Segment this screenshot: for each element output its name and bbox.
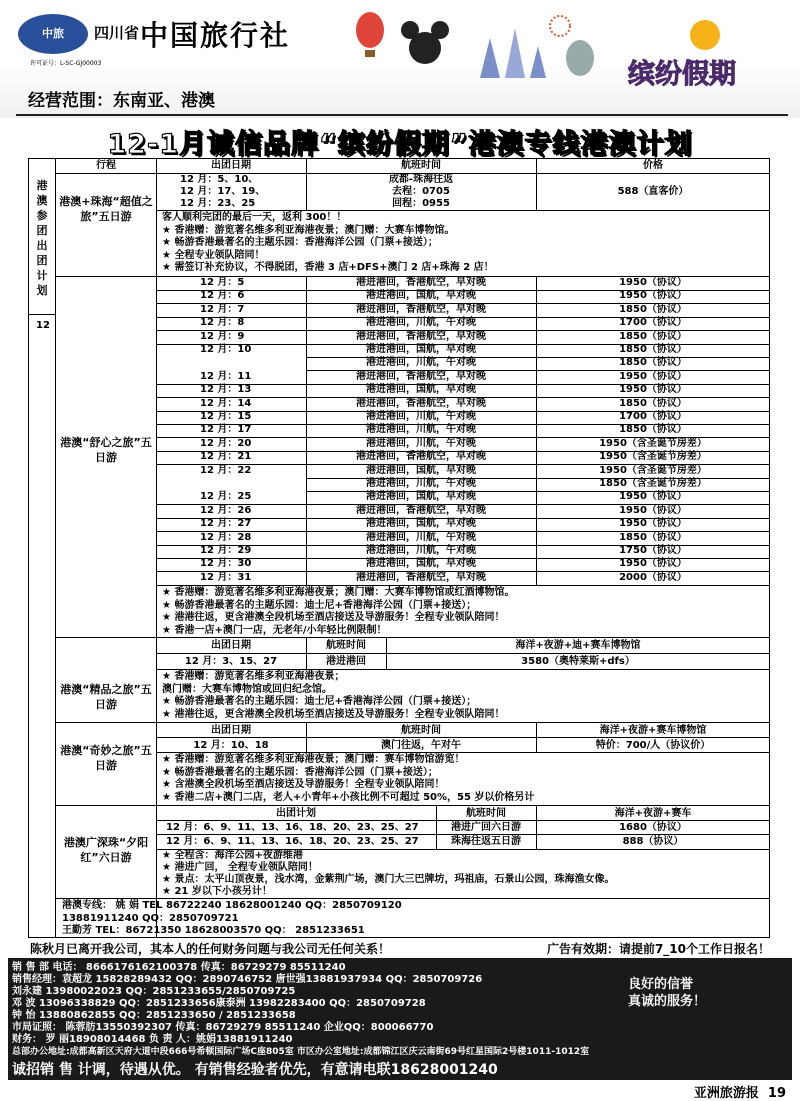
- route5-date: 12 月：6、9、11、13、16、18、20、23、25、27: [166, 836, 419, 847]
- side-divider: [28, 314, 56, 315]
- side-label: 港澳参团出团计划: [36, 179, 48, 297]
- note-line: ★ 香港二店+澳门二店，老人+小青年+小孩比例不可超过 50%，55 岁以价格另计: [162, 791, 535, 803]
- col-divider: [536, 158, 537, 211]
- note-line: ★ 21 岁以下小孩另计！: [162, 886, 272, 897]
- contact-line: 13881911240 QQ：2850709721: [62, 913, 239, 924]
- note-line: ★ 畅游香港最著名的主题乐园：香港海洋公园（门票+接送）；: [162, 766, 438, 778]
- route2-date: 12 月：10: [200, 344, 252, 355]
- note-line: ★ 全程含：海洋公园+夜游维港: [162, 850, 303, 861]
- route2-date: 12 月：20: [200, 437, 252, 449]
- route2-flight: 港进港回，国航，早对晚: [366, 518, 476, 530]
- note-line: ★ 需签订补充协议，不得脱团，香港 3 店+DFS+澳门 2 店+珠海 2 店！: [162, 262, 494, 273]
- route2-price: 1950（协议）: [619, 290, 687, 302]
- route5-name: 港澳广深珠“夕阳红”六日游: [63, 836, 149, 864]
- route5-date: 12 月：6、9、11、13、16、18、20、23、25、27: [166, 822, 419, 833]
- col-divider: [536, 722, 537, 752]
- route2-flight: 港进港回，香港航空，早对晚: [356, 571, 486, 583]
- route1-date: 12 月：23、25: [180, 198, 256, 209]
- route2-date: 12 月：26: [200, 504, 252, 516]
- route2-price: 1850（协议）: [619, 424, 687, 436]
- side-column: [28, 158, 56, 938]
- route2-flight: 港进港回，川航，午对晚: [366, 531, 476, 543]
- note-line: ★ 畅游香港最著名的主题乐园：香港海洋公园（门票+接送）；: [162, 237, 438, 248]
- route1-date: 12 月：5、10、: [180, 174, 259, 185]
- address-line: 总部办公地址:成都高新区天府大道中段666号希顿国际广场C座805室 市区办公室地址:成都锦江区庆云南街69号红星国际2号楼1011-1012室: [12, 1047, 590, 1057]
- route2-flight: 港进港回，香港航空，早对晚: [356, 451, 486, 463]
- route2-date: 12 月：30: [200, 558, 252, 570]
- license-number: 许可证号：L-SC-GJ00003: [30, 60, 102, 67]
- section-rule: [56, 722, 770, 723]
- route3-date: 12 月：3、15、27: [184, 656, 278, 667]
- header-banner: [0, 0, 800, 118]
- page-number: 19: [767, 1086, 786, 1101]
- header-route: 行程: [96, 160, 116, 171]
- row-rule: [156, 210, 770, 211]
- header-flight: 航班时间: [401, 160, 441, 171]
- route2-date: 12 月：13: [200, 384, 252, 396]
- note-line: ★ 含港澳全段机场至酒店接送及导游服务！全程专业领队陪同！: [162, 779, 445, 790]
- route4-name: 港澳“奇妙之旅”五日游: [60, 744, 152, 772]
- note-line: ★ 香港一店+澳门一店，无老年/小年轻比例限制！: [162, 624, 387, 636]
- col-divider: [436, 805, 437, 849]
- section-rule: [56, 898, 770, 899]
- route2-flight: 港进港回，香港航空，早对晚: [356, 277, 486, 288]
- col-divider: [306, 722, 307, 752]
- header-rule: [16, 114, 788, 116]
- note-line: ★ 香港赠：游览著名维多利亚海港夜景；澳门赠：大赛车博物馆。: [162, 224, 455, 236]
- route1-flight: 回程：0955: [392, 198, 450, 209]
- section-rule: [56, 637, 770, 638]
- route2-date: 12 月：14: [200, 397, 252, 409]
- route2-flight: 港进港回，香港航空，早对晚: [356, 504, 486, 516]
- route2-flight: 港进港回，川航，午对晚: [366, 317, 476, 329]
- note-line: 客人顺利完团的最后一天，返利 300！！: [162, 212, 347, 223]
- col-divider: [306, 158, 307, 211]
- route2-price: 1950（协议）: [619, 504, 687, 516]
- note-line: ★ 景点：太平山顶夜景，浅水湾，金紫荆广场，澳门大三巴牌坊，玛祖庙，石景山公园，珠海渔女像。: [162, 874, 615, 885]
- col-divider: [306, 637, 307, 669]
- route4-head-price: 海洋+夜游+赛车博物馆: [599, 725, 707, 736]
- route2-price: 1700（协议）: [619, 317, 687, 329]
- route2-name: 港澳“舒心之旅”五日游: [60, 436, 152, 464]
- note-line: ★ 香港赠：游览著名维多利亚海港夜景；澳门赠：赛车博物馆游览！: [162, 754, 465, 765]
- route1-flight: 成都-珠海往返: [388, 174, 454, 185]
- recruitment-notice: 诚招销 售 计调，待遇从优。 有销售经验者优先，有意请电联18628001240: [12, 1062, 498, 1078]
- route2-flight: 港进港回，国航，早对晚: [366, 464, 476, 476]
- route5-head-price: 海洋+夜游+赛车: [614, 808, 692, 819]
- route2-flight: 港进港回，香港航空，早对晚: [356, 330, 486, 342]
- route1-name: 港澳+珠海“超值之旅”五日游: [59, 195, 153, 223]
- route2-date: 12 月：15: [200, 411, 252, 422]
- route2-price: 1950（协议）: [619, 491, 687, 503]
- route2-flight: 港进港回，川航，午对晚: [366, 545, 476, 556]
- route2-date: 12 月：9: [200, 330, 245, 342]
- disclaimer: 陈秋月已离开我公司，其本人的任何财务问题与我公司无任何关系！: [30, 942, 391, 956]
- ad-validity: 广告有效期：请提前7_10个工作日报名！: [546, 942, 770, 956]
- route2-price: 1850（协议）: [619, 330, 687, 342]
- note-line: ★ 港进广回， 全程专业领队陪同！: [162, 862, 318, 873]
- sales-line: 钟 怡 13880862855 QQ：2851233650 / 2851233658: [12, 1010, 296, 1021]
- route2-price: 1950（协议）: [619, 370, 687, 382]
- row-rule: [156, 669, 770, 670]
- route2-price: 1850（协议）: [619, 357, 687, 369]
- page-footer: [694, 1082, 786, 1101]
- route4-head-flight: 航班时间: [401, 725, 441, 736]
- castle-icon: [480, 38, 500, 78]
- header-date: 出团日期: [211, 160, 251, 171]
- agency-name: 中国旅行社: [140, 19, 291, 52]
- route3-head-date: 出团日期: [211, 640, 251, 651]
- page-title: 12-1月诚信品牌“缤纷假期”港澳专线港澳计划: [107, 129, 693, 160]
- route2-price: 1950（协议）: [619, 277, 687, 288]
- route2-date: 12 月：21: [200, 451, 252, 463]
- col-divider: [386, 637, 387, 669]
- note-line: ★ 香港赠：游览著名维多利亚海港夜景；澳门赠：大赛车博物馆或红酒博物馆。: [162, 587, 515, 598]
- route2-price: 1950（协议）: [619, 384, 687, 396]
- route2-price: 1950（含圣诞节房差）: [599, 437, 707, 449]
- sun-icon: [690, 20, 720, 50]
- route2-flight: 港进港回，国航，早对晚: [366, 491, 476, 503]
- route3-name: 港澳“精品之旅”五日游: [60, 683, 152, 711]
- contact-line: 港澳专线： 姚 娟 TEL 86722240 18628001240 QQ：2850709120: [62, 900, 402, 911]
- route2-price: 1950（含圣诞节房差）: [599, 464, 707, 476]
- note-line: ★ 港港往返，更含港澳全段机场至酒店接送及导游服务！全程专业领队陪同！: [162, 708, 505, 720]
- route2-date: 12 月：8: [200, 317, 245, 329]
- route3-head-price: 海洋+夜游+迪+赛车博物馆: [515, 640, 641, 651]
- route2-flight: 港进港回，川航，午对晚: [366, 437, 476, 449]
- row-rule: [156, 834, 770, 835]
- row-rule: [156, 820, 770, 821]
- route2-flight: 港进港回，川航，午对晚: [366, 424, 476, 436]
- route2-price: 1750（协议）: [619, 545, 687, 556]
- agency-logo: 中旅: [18, 14, 88, 54]
- row-rule: [156, 752, 770, 753]
- sales-line: 市局证照： 陈蓉肪13550392307 传真：86729279 85511240 企业QQ：800066770: [12, 1022, 434, 1033]
- route1-flight: 去程：0705: [392, 186, 450, 197]
- route2-date: 12 月：28: [200, 531, 252, 543]
- route2-date: 12 月：31: [200, 571, 252, 583]
- route2-date: 12 月：6: [200, 290, 245, 302]
- note-line: 澳门赠：大赛车博物馆或回归纪念馆。: [162, 683, 332, 695]
- route2-flight: 港进港回，香港航空，早对晚: [356, 397, 486, 409]
- route3-head-flight: 航班时间: [326, 640, 366, 651]
- route2-price: 1850（协议）: [619, 397, 687, 409]
- row-rule: [156, 585, 770, 586]
- route4-head-date: 出团日期: [211, 725, 251, 736]
- province-label: 四川省: [94, 24, 140, 42]
- slogan-line: 真诚的服务！: [628, 994, 707, 1009]
- col-divider: [536, 276, 537, 586]
- route2-flight: 港进港回，川航，午对晚: [366, 411, 476, 422]
- route2-price: 1850（协议）: [619, 303, 687, 315]
- sales-line: 财务： 罗 丽18908014468 负 责 人：姚娟13881911240: [12, 1034, 293, 1045]
- route2-flight: 港进港回，国航，早对晚: [366, 344, 476, 355]
- route2-price: 1950（含圣诞节房差）: [599, 451, 707, 463]
- route4-flight: 澳门往返，午对午: [381, 740, 461, 751]
- route4-price: 特价：700/人（协议价）: [595, 740, 711, 751]
- route4-date: 12 月：10、18: [193, 740, 269, 751]
- route2-price: 1950（协议）: [619, 518, 687, 530]
- route1-date: 12 月：17、19、: [180, 186, 266, 197]
- route5-price: 1680（协议）: [619, 822, 687, 833]
- travel-illustration: [330, 8, 600, 80]
- route5-head-flight: 航班时间: [466, 808, 506, 819]
- route3-price: 3580（奥特莱斯+dfs）: [521, 656, 635, 667]
- route1-price: 588（直客价）: [617, 186, 689, 197]
- row-rule: [156, 653, 770, 654]
- sales-line: 邓 波 13096338829 QQ：2851233656康泰洲 13982283400 QQ：2850709728: [12, 998, 426, 1009]
- route2-flight: 港进港回，香港航空，早对晚: [356, 303, 486, 315]
- route2-flight: 港进港回，川航，午对晚: [366, 478, 476, 489]
- route3-flight: 港进港回: [326, 656, 366, 667]
- route2-date: 12 月：11: [200, 370, 252, 382]
- route-column-divider: [156, 158, 157, 938]
- note-line: ★ 畅游香港最著名的主题乐园：迪士尼+香港海洋公园（门票+接送）；: [162, 599, 477, 611]
- newspaper-name: 亚洲旅游报: [693, 1086, 759, 1101]
- firework-icon: [550, 16, 570, 36]
- section-rule: [56, 805, 770, 806]
- route2-date: 12 月：17: [200, 424, 252, 436]
- col-divider: [536, 805, 537, 849]
- hot-air-balloon-icon: [356, 12, 384, 48]
- note-line: ★ 畅游香港最著名的主题乐园：迪士尼+香港海洋公园（门票+接送）；: [162, 696, 477, 707]
- route5-head-date: 出团计划: [276, 808, 316, 819]
- sales-contacts-panel: [8, 958, 792, 1080]
- note-line: ★ 港港往返，更含港澳全段机场至酒店接送及导游服务！全程专业领队陪同！: [162, 612, 505, 623]
- side-month: 12: [36, 320, 50, 331]
- route5-flight: 港进广回六日游: [451, 822, 521, 833]
- route2-price: 1850（协议）: [619, 344, 687, 355]
- business-scope: 经营范围：东南亚、港澳: [28, 91, 215, 111]
- header-price: 价格: [643, 160, 663, 171]
- row-rule: [156, 737, 770, 738]
- route2-date: 12 月：22: [200, 464, 252, 476]
- merlion-icon: [566, 40, 594, 76]
- route2-date: 12 月：5: [200, 277, 245, 288]
- brand-logo: 缤纷假期: [628, 59, 736, 90]
- col-divider: [306, 276, 307, 586]
- route2-flight: 港进港回，香港航空，早对晚: [356, 370, 486, 382]
- route5-price: 888（协议）: [622, 836, 684, 847]
- route2-date: 12 月：7: [200, 303, 245, 315]
- route2-date: 12 月：25: [200, 491, 252, 503]
- route2-date: 12 月：29: [200, 545, 252, 556]
- route2-flight: 港进港回，川航，午对晚: [366, 357, 476, 369]
- route2-price: 1950（协议）: [619, 558, 687, 570]
- slogan: [628, 976, 706, 1010]
- route2-price: 1700（协议）: [619, 411, 687, 422]
- route2-date: 12 月：27: [200, 518, 252, 530]
- route2-flight: 港进港回，国航，早对晚: [366, 384, 476, 396]
- sales-line: 刘永建 13980022023 QQ：2851233655/2850709725: [12, 986, 296, 997]
- sales-line: 销售经理：袁超龙 15828289432 QQ：2890746752 唐世强13881937934 QQ：2850709726: [12, 974, 483, 985]
- route2-price: 1850（协议）: [619, 531, 687, 543]
- route5-flight: 珠海往返五日游: [451, 836, 521, 847]
- route2-flight: 港进港回，国航，早对晚: [366, 290, 476, 302]
- route2-price: 2000（协议）: [619, 571, 687, 583]
- contact-line: 王勤芳 TEL：86721350 18628003570 QQ： 2851233651: [62, 925, 365, 936]
- sales-line: 销 售 部 电话： 8666176162100378 传真：86729279 85511240: [12, 962, 346, 973]
- route2-price: 1850（含圣诞节房差）: [599, 478, 707, 489]
- note-line: ★ 香港赠：游览著名维多利亚海港夜景；: [162, 671, 345, 682]
- route2-flight: 港进港回，国航，早对晚: [366, 558, 476, 570]
- note-line: ★ 全程专业领队陪同！: [162, 249, 265, 261]
- slogan-line: 良好的信誉: [628, 977, 694, 992]
